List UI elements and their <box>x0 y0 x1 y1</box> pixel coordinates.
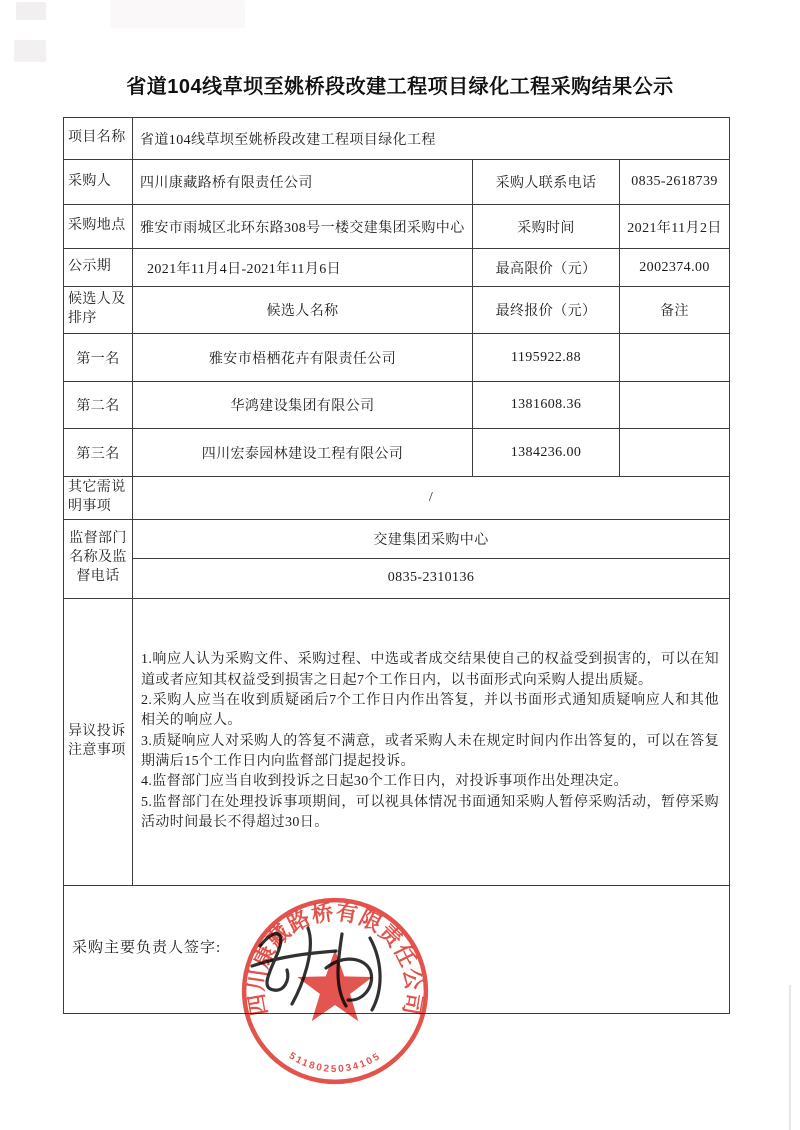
candidate-rank: 第三名 <box>64 429 133 477</box>
row-publicity <box>64 249 730 287</box>
candidate-remark <box>620 334 730 382</box>
scan-edge-artifact <box>789 985 791 1130</box>
publicity-value: 2021年11月4日-2021年11月6日 <box>133 249 473 287</box>
row-objection <box>64 598 730 885</box>
scan-artifact <box>14 40 46 62</box>
candidate-price: 1384236.00 <box>473 429 620 477</box>
publicity-label: 公示期 <box>64 249 133 287</box>
svg-text:5118025034105 <box>287 1051 384 1075</box>
page-title: 省道104线草坝至姚桥段改建工程项目绿化工程采购结果公示 <box>126 76 674 98</box>
seal-company-name: 四川康藏路桥有限责任公司 <box>244 900 426 1018</box>
objection-item-3: 3.质疑响应人对采购人的答复不满意，或者采购人未在规定时间内作出答复的，可以在答复期满后15个工作日内向监督部门提起投诉。 <box>141 733 720 769</box>
candidate-row-1 <box>64 334 730 382</box>
supervision-label: 监督部门名称及监督电话 <box>64 519 133 598</box>
candidate-row-2 <box>64 382 730 429</box>
row-location <box>64 205 730 249</box>
signature-cell <box>64 885 730 1013</box>
purchaser-value: 四川康藏路桥有限责任公司 <box>133 160 473 205</box>
procurement-result-table <box>63 117 730 1014</box>
supervision-phone: 0835-2310136 <box>133 558 730 598</box>
objection-item-2: 2.采购人应当在收到质疑函后7个工作日内作出答复，并以书面形式通知质疑响应人和其他相关的响应人。 <box>141 693 720 729</box>
purchase-time-value: 2021年11月2日 <box>620 205 730 249</box>
candidate-remark <box>620 382 730 429</box>
max-price-value: 2002374.00 <box>620 249 730 287</box>
row-candidates-header <box>64 287 730 334</box>
candidates-rank-header: 候选人及排序 <box>64 287 133 334</box>
supervision-department: 交建集团采购中心 <box>133 519 730 558</box>
purchaser-label: 采购人 <box>64 160 133 205</box>
candidate-rank: 第二名 <box>64 382 133 429</box>
scan-artifact <box>16 2 46 20</box>
row-other-notes <box>64 477 730 520</box>
other-notes-label: 其它需说明事项 <box>64 477 133 520</box>
other-notes-value: / <box>133 477 730 520</box>
candidates-remark-header: 备注 <box>620 287 730 334</box>
candidates-name-header: 候选人名称 <box>133 287 473 334</box>
row-supervision-phone <box>64 558 730 598</box>
project-name-label: 项目名称 <box>64 118 133 160</box>
objection-item-1: 1.响应人认为采购文件、采购过程、中选或者成交结果使自己的权益受到损害的，可以在知道或者应知其权益受到损害之日起7个工作日内，以书面形式向采购人提出质疑。 <box>141 652 720 688</box>
objection-content <box>133 598 730 885</box>
objection-label: 异议投诉注意事项 <box>64 598 133 885</box>
candidate-price: 1381608.36 <box>473 382 620 429</box>
candidates-price-header: 最终报价（元） <box>473 287 620 334</box>
purchaser-phone-label: 采购人联系电话 <box>473 160 620 205</box>
row-supervision-dept <box>64 519 730 558</box>
candidate-name: 雅安市梧栖花卉有限责任公司 <box>133 334 473 382</box>
row-purchaser <box>64 160 730 205</box>
purchase-time-label: 采购时间 <box>473 205 620 249</box>
project-name-value: 省道104线草坝至姚桥段改建工程项目绿化工程 <box>133 118 730 160</box>
max-price-label: 最高限价（元） <box>473 249 620 287</box>
purchaser-phone-value: 0835-2618739 <box>620 160 730 205</box>
objection-item-4: 4.监督部门应当自收到投诉之日起30个工作日内，对投诉事项作出处理决定。 <box>141 774 628 790</box>
seal-number: 5118025034105 <box>286 1050 384 1075</box>
candidate-rank: 第一名 <box>64 334 133 382</box>
row-project <box>64 118 730 160</box>
candidate-name: 华鸿建设集团有限公司 <box>133 382 473 429</box>
row-signature <box>64 885 730 1013</box>
candidate-row-3 <box>64 429 730 477</box>
location-label: 采购地点 <box>64 205 133 249</box>
candidate-price: 1195922.88 <box>473 334 620 382</box>
objection-item-5: 5.监督部门在处理投诉事项期间，可以视具体情况书面通知采购人暂停采购活动，暂停采购活动时间最长不得超过30日。 <box>141 794 720 830</box>
scan-artifact <box>110 0 245 28</box>
location-value: 雅安市雨城区北环东路308号一楼交建集团采购中心 <box>133 205 473 249</box>
candidate-remark <box>620 429 730 477</box>
signature-label: 采购主要负责人签字: <box>72 939 222 956</box>
candidate-name: 四川宏泰园林建设工程有限公司 <box>133 429 473 477</box>
